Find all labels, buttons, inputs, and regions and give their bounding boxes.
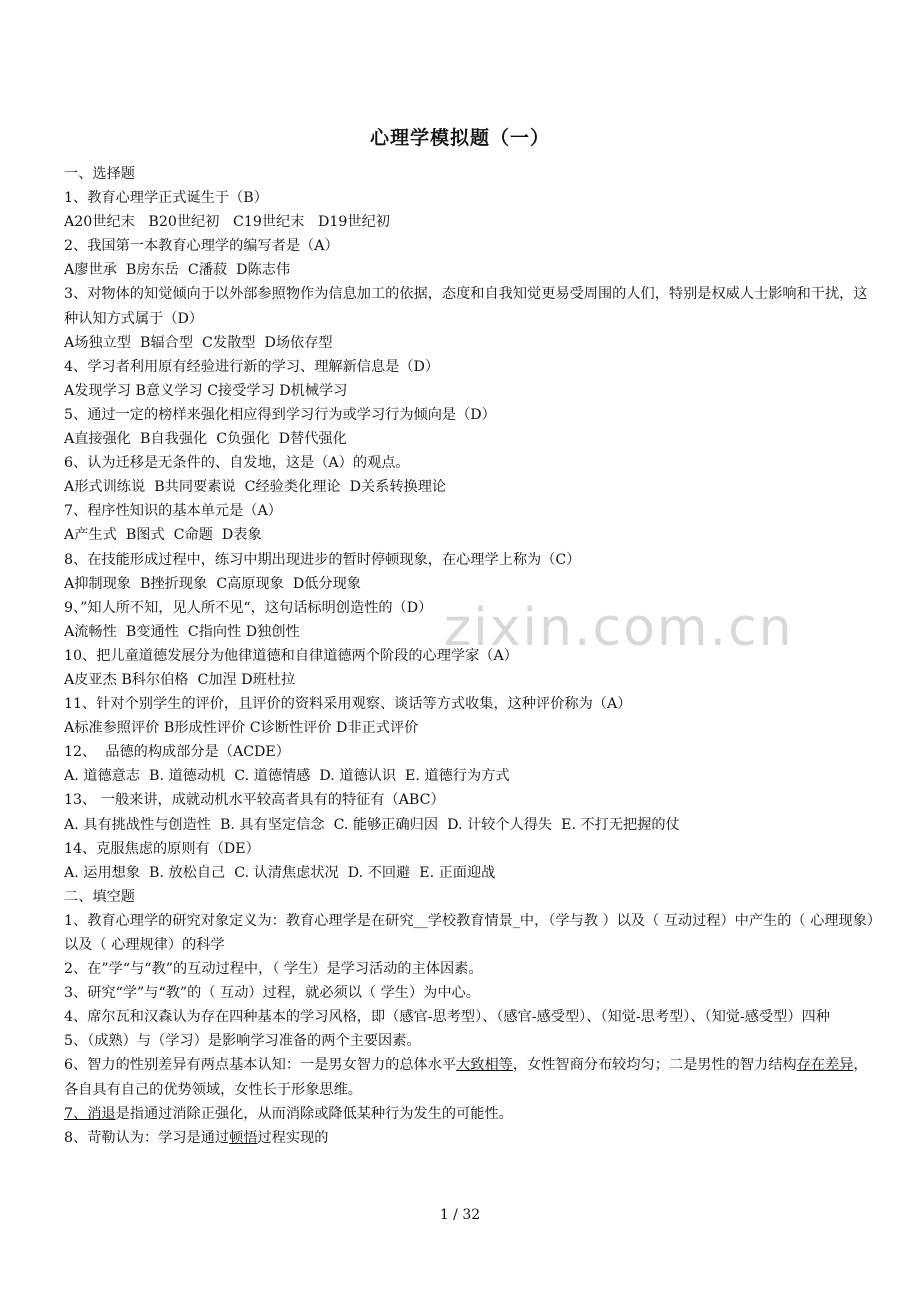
document-body [64, 162, 880, 1150]
question-9: 9、”知人所不知，见人所不见“，这句话标明创造性的（D） [64, 599, 433, 616]
question-14: 14、克服焦虑的原则有（DE） [64, 840, 260, 857]
document-title: 心理学模拟题（一） [369, 127, 550, 149]
question-7: 7、程序性知识的基本单元是（A） [64, 503, 282, 520]
fill-8 [64, 1126, 880, 1150]
options-14: A. 运用想象 B. 放松自己 C. 认清焦虑状况 D. 不回避 E. 正面迎战 [64, 864, 496, 881]
options-9: A流畅性 B变通性 C指向性 D独创性 [64, 623, 300, 640]
fill-7 [64, 1102, 880, 1126]
fill-8-text-a: 8、苛勒认为：学习是通过 [64, 1129, 230, 1146]
question-5: 5、通过一定的榜样来强化相应得到学习行为或学习行为倾向是（D） [64, 406, 496, 423]
fill-4: 4、席尔瓦和汉森认为存在四种基本的学习风格，即（感官-思考型）、（感官-感受型）、（知觉-思考型）、（知觉-感受型）四种 [64, 1009, 830, 1026]
options-4: A发现学习 B意义学习 C接受学习 D机械学习 [64, 382, 348, 399]
question-12: 12、 品德的构成部分是（ACDE） [64, 744, 290, 761]
options-3: A场独立型 B辐合型 C发散型 D场依存型 [64, 334, 333, 351]
fill-1: 1、教育心理学的研究对象定义为：教育心理学是在研究__学校教育情景_中，（学与教 ）以及（ 互动过程）中产生的（ 心理现象）以及（ 心理规律）的科学 [64, 912, 874, 953]
fill-6-text-c: ，各自具有自己的优势领域，女性长于形象思维。 [64, 1057, 868, 1098]
fill-2: 2、在”学“与“教”的互动过程中，（ 学生）是学习活动的主体因素。 [64, 961, 483, 978]
fill-6-text-a: 6、智力的性别差异有两点基本认知：一是男女智力的总体水平 [64, 1057, 457, 1074]
question-1: 1、教育心理学正式诞生于（B） [64, 190, 268, 207]
fill-3: 3、研究“学”与“教”的（ 互动）过程，就必须以（ 学生）为中心。 [64, 985, 480, 1002]
fill-6 [64, 1053, 880, 1101]
fill-5: 5、（成熟）与（学习）是影响学习准备的两个主要因素。 [64, 1033, 421, 1050]
question-2: 2、我国第一本教育心理学的编写者是（A） [64, 238, 339, 255]
question-13: 13、 一般来讲，成就动机水平较高者具有的特征有（ABC） [64, 792, 445, 809]
section-heading-fill: 二、填空题 [64, 888, 135, 905]
page-number: 1 / 32 [439, 1207, 481, 1223]
options-8: A抑制现象 B挫折现象 C高原现象 D低分现象 [64, 575, 361, 592]
question-10: 10、把儿童道德发展分为他律道德和自律道德两个阶段的心理学家（A） [64, 647, 518, 664]
options-2: A廖世承 B房东岳 C潘菽 D陈志伟 [64, 262, 291, 279]
question-11: 11、针对个别学生的评价，且评价的资料采用观察、谈话等方式收集，这种评价称为（A） [64, 696, 632, 713]
fill-6-answer-1: 大致相等 [456, 1057, 513, 1074]
options-7: A产生式 B图式 C命题 D表象 [64, 527, 262, 544]
fill-8-text-b: 过程实现的 [257, 1129, 329, 1146]
question-8: 8、在技能形成过程中，练习中期出现进步的暂时停顿现象，在心理学上称为（C） [64, 551, 581, 568]
watermark-text: zixin.com.cn [444, 598, 794, 658]
section-heading-choice: 一、选择题 [64, 166, 135, 182]
options-11: A标准参照评价 B形成性评价 C诊断性评价 D非正式评价 [64, 720, 419, 737]
question-6: 6、认为迁移是无条件的、自发地，这是（A）的观点。 [64, 455, 410, 472]
options-6: A形式训练说 B共同要素说 C经验类化理论 D关系转换理论 [64, 479, 447, 496]
options-13: A. 具有挑战性与创造性 B. 具有坚定信念 C. 能够正确归因 D. 计较个人得失 E. 不打无把握的仗 [64, 816, 680, 833]
options-5: A直接强化 B自我强化 C负强化 D替代强化 [64, 431, 347, 448]
fill-7-text: 是指通过消除正强化，从而消除或降低某种行为发生的可能性。 [115, 1105, 513, 1122]
fill-8-answer: 顿悟 [229, 1129, 258, 1146]
options-10: A皮亚杰 B科尔伯格 C加涅 D班杜拉 [64, 671, 296, 688]
options-1: A20世纪末 B20世纪初 C19世纪末 D19世纪初 [64, 214, 390, 231]
fill-6-text-b: ，女性智商分布较均匀；二是男性的智力结构 [512, 1057, 797, 1074]
fill-6-answer-2: 存在差异 [796, 1057, 854, 1074]
fill-7-answer: 7、消退 [64, 1105, 116, 1122]
question-3: 3、对物体的知觉倾向于以外部参照物作为信息加工的依据，态度和自我知觉更易受周围的人们，特别是权威人士影响和干扰，这种认知方式属于（D） [64, 286, 868, 327]
options-12: A. 道德意志 B. 道德动机 C. 道德情感 D. 道德认识 E. 道德行为方式 [64, 768, 510, 785]
question-4: 4、学习者利用原有经验进行新的学习、理解新信息是（D） [64, 358, 440, 375]
